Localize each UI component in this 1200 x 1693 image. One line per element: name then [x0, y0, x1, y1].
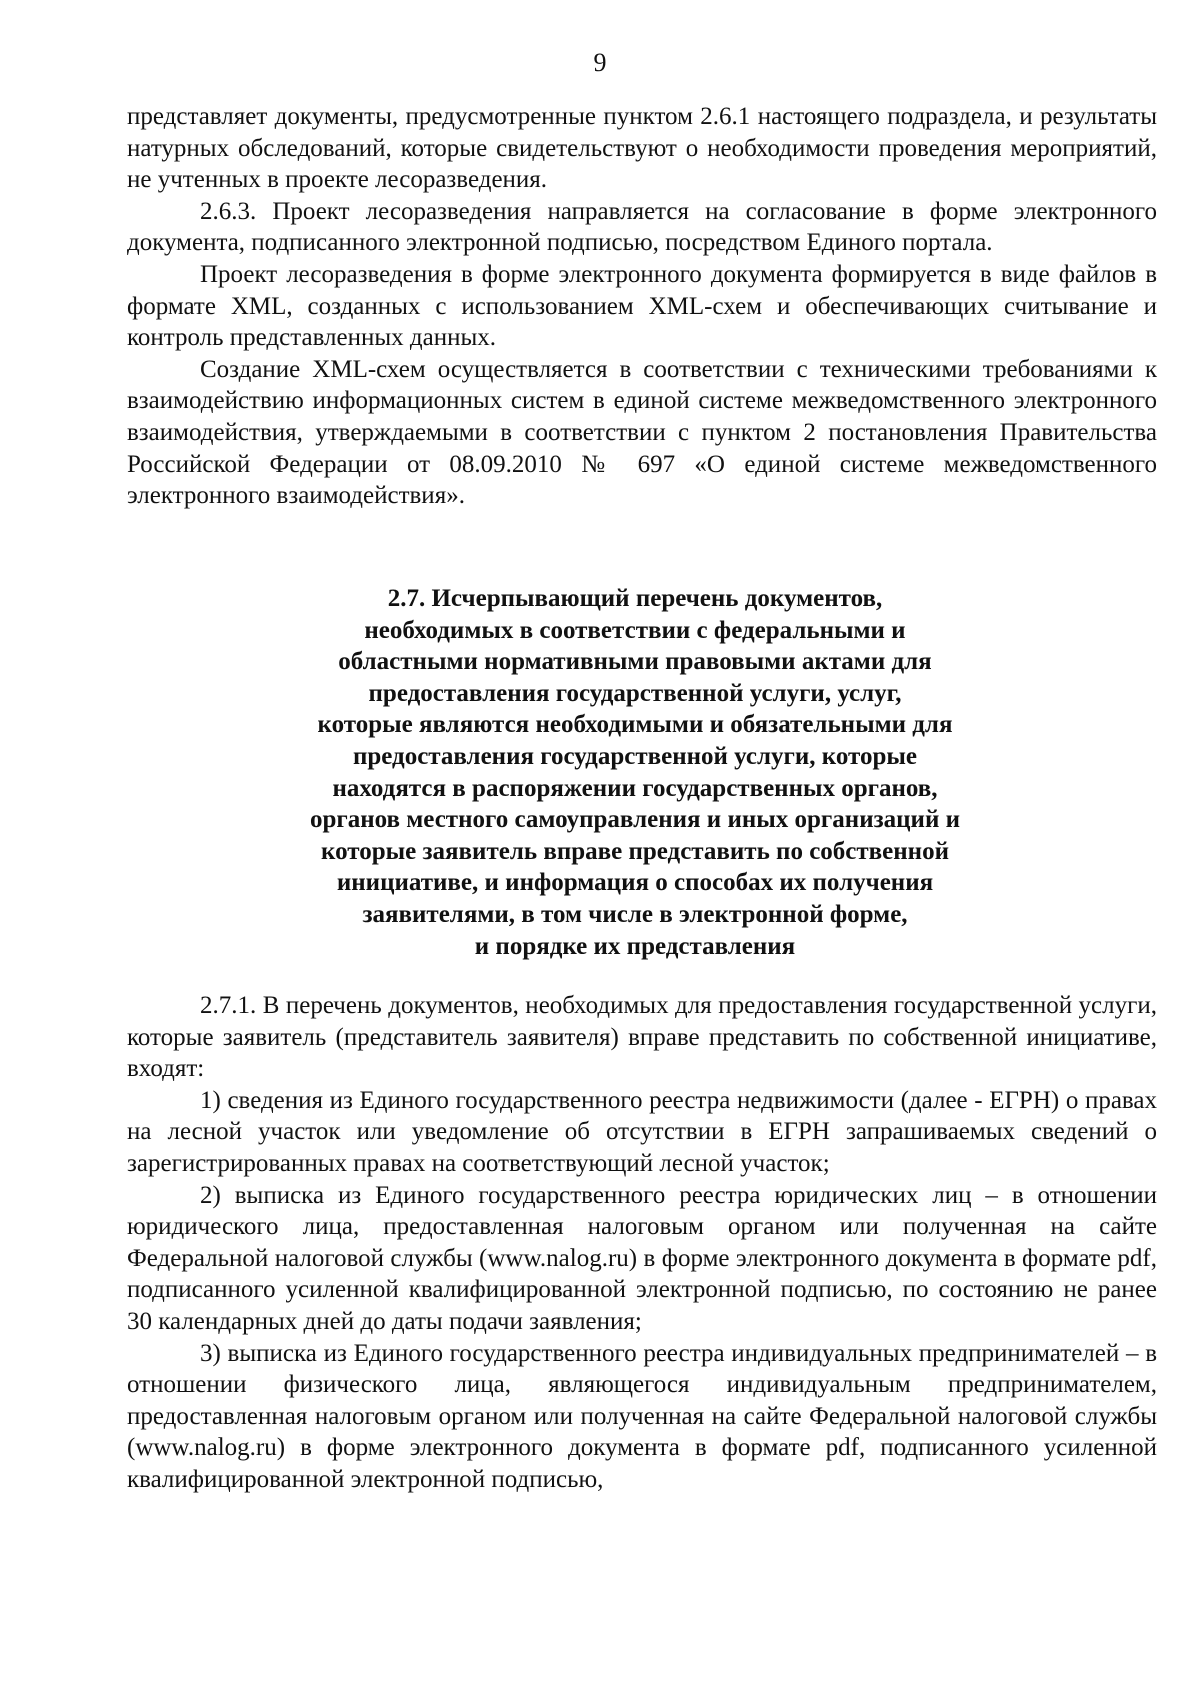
heading-line: предоставления государственной услуги, которые	[352, 742, 917, 770]
intro-text-block	[127, 101, 1157, 512]
paragraph-2-6-3: 2.6.3. Проект лесоразведения направляется на согласование в форме электронного документа, подписанного электронной подписью, посредством Единого портала.	[127, 197, 1157, 257]
heading-line: 2.7. Исчерпывающий перечень документов,	[387, 585, 883, 612]
list-item-egrip: 3) выписка из Единого государственного реестра индивидуальных предпринимателей – в отношении физического лица, являющегося индивидуальным предпринимателем, предоставленная налоговым органом или полученная на сайте Федеральной налоговой службы (www.nalog.ru) в форме электронного документа в формате pdf, подписанного усиленной квалифицированной электронной подписью,	[127, 1339, 1157, 1493]
heading-line: заявителями, в том числе в электронной форме,	[362, 900, 908, 928]
section-text-block	[127, 990, 1157, 1496]
list-item-egrul: 2) выписка из Единого государственного реестра юридических лиц – в отношении юридического лица, предоставленная налоговым органом или полученная на сайте Федеральной налоговой службы (www.nalog.ru) в форме электронного документа в формате pdf, подписанного усиленной квалифицированной электронной подписью, по состоянию не ранее 30 календарных дней до даты подачи заявления;	[127, 1181, 1157, 1335]
page-number: 9	[593, 48, 607, 77]
paragraph-xml-format: Проект лесоразведения в форме электронного документа формируется в виде файлов в формате XML, созданных с использованием XML-схем и обеспечивающих считывание и контроль представленных данных.	[127, 260, 1157, 352]
list-item-egrn: 1) сведения из Единого государственного реестра недвижимости (далее - ЕГРН) о правах на лесной участок или уведомление об отсутствии в ЕГРН запрашиваемых сведений о зарегистрированных правах на соответствующий лесной участок;	[127, 1086, 1157, 1177]
paragraph-2-7-1: 2.7.1. В перечень документов, необходимых для предоставления государственной услуги, которые заявитель (представитель заявителя) вправе представить по собственной инициативе, входят:	[127, 992, 1157, 1083]
heading-line: которые заявитель вправе представить по собственной	[321, 837, 949, 865]
heading-line: органов местного самоуправления и иных организаций и	[309, 806, 961, 834]
heading-line: инициативе, и информация о способах их получения	[336, 869, 934, 897]
section-2-7-heading	[160, 583, 1110, 962]
heading-line: которые являются необходимыми и обязательными для	[317, 711, 953, 739]
heading-line: находятся в распоряжении государственных органов,	[332, 774, 938, 802]
paragraph-xml-schemas: Создание XML-схем осуществляется в соответствии с техническими требованиями к взаимодействию информационных систем в единой системе межведомственного электронного взаимодействия, утверждаемыми в соответствии с пунктом 2 постановления Правительства Российской Федерации от 08.09.2010 № 697 «О единой системе межведомственного электронного взаимодействия».	[127, 355, 1157, 510]
heading-line: областными нормативными правовыми актами для	[338, 648, 932, 676]
intro-paragraph-continuation: представляет документы, предусмотренные пунктом 2.6.1 настоящего подраздела, и результаты натурных обследований, которые свидетельствуют о необходимости проведения мероприятий, не учтенных в проекте лесоразведения.	[127, 103, 1157, 194]
heading-line: предоставления государственной услуги, услуг,	[368, 679, 902, 707]
heading-line: и порядке их представления	[474, 932, 796, 960]
heading-line: необходимых в соответствии с федеральными и	[364, 616, 906, 644]
